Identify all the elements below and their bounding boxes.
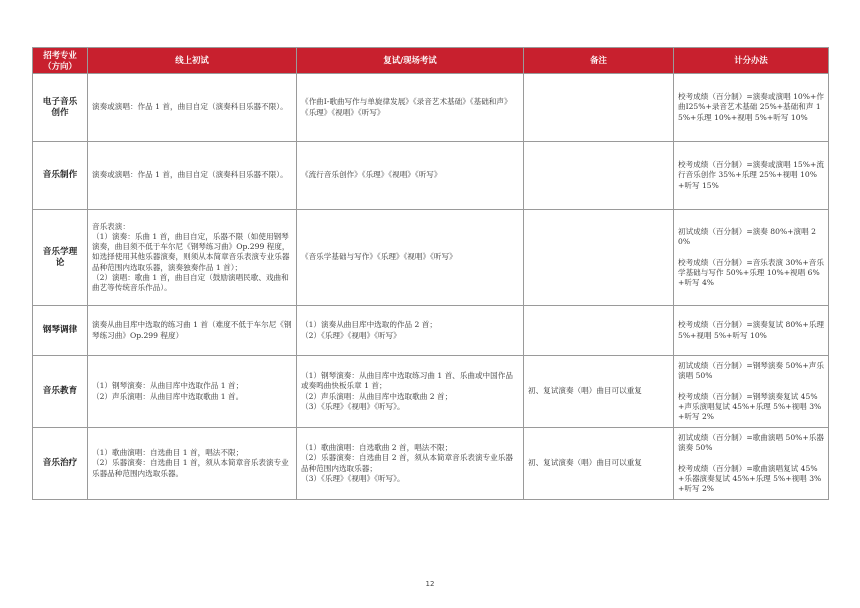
row-major: 音乐教育	[33, 356, 88, 428]
row-onsite-exam: 《作曲Ⅰ-歌曲写作与单旋律发展》《录音艺术基础》《基础和声》《乐理》《视唱》《听写》	[297, 74, 524, 142]
table-header-row	[33, 48, 829, 74]
row-online-exam: （1）钢琴演奏：从曲目库中选取作品 1 首； （2）声乐演唱：从曲目库中选取歌曲 1 首。	[88, 356, 297, 428]
row-note: 初、复试演奏（唱）曲目可以重复	[524, 428, 674, 500]
table-row	[33, 428, 829, 500]
table-row	[33, 356, 829, 428]
row-note: 初、复试演奏（唱）曲目可以重复	[524, 356, 674, 428]
row-onsite-exam: （1）钢琴演奏：从曲目库中选取练习曲 1 首、乐曲或中国作品或奏鸣曲快板乐章 1 首； （2）声乐演唱：从曲目库中选取歌曲 2 首； （3）《乐理》《视唱》《听写》。	[297, 356, 524, 428]
row-scoring: 校考成绩（百分制）=演奏或演唱 15%+流行音乐创作 35%+乐理 25%+视唱 10%+听写 15%	[674, 142, 829, 210]
table-row	[33, 306, 829, 356]
row-scoring: 初试成绩（百分制）=歌曲演唱 50%+乐器演奏 50% 校考成绩（百分制）=歌曲演唱复试 45%+乐器演奏复试 45%+乐理 5%+视唱 3%+听写 2%	[674, 428, 829, 500]
row-note	[524, 142, 674, 210]
header-major: 招考专业 （方向）	[33, 48, 88, 74]
admission-table	[32, 47, 829, 500]
row-scoring: 校考成绩（百分制）=演奏或演唱 10%+作曲Ⅰ25%+录音艺术基础 25%+基础和声 15%+乐理 10%+视唱 5%+听写 10%	[674, 74, 829, 142]
header-scoring: 计分办法	[674, 48, 829, 74]
row-note	[524, 210, 674, 306]
table-row	[33, 142, 829, 210]
row-scoring: 初试成绩（百分制）=钢琴演奏 50%+声乐演唱 50% 校考成绩（百分制）=钢琴演奏复试 45%+声乐演唱复试 45%+乐理 5%+视唱 3%+听写 2%	[674, 356, 829, 428]
row-major: 钢琴调律	[33, 306, 88, 356]
table-row	[33, 210, 829, 306]
header-note: 备注	[524, 48, 674, 74]
row-major: 音乐制作	[33, 142, 88, 210]
row-online-exam: 演奏或演唱：作品 1 首，曲目自定（演奏科目乐器不限）。	[88, 142, 297, 210]
row-onsite-exam: （1）歌曲演唱：自选歌曲 2 首，唱法不限； （2）乐器演奏：自选曲目 2 首，须从本简章音乐表演专业乐器品种范围内选取乐器； （3）《乐理》《视唱》《听写》。	[297, 428, 524, 500]
row-scoring: 初试成绩（百分制）=演奏 80%+演唱 20% 校考成绩（百分制）=音乐表演 30%+音乐学基础与写作 50%+乐理 10%+视唱 6%+听写 4%	[674, 210, 829, 306]
row-online-exam: 演奏从曲目库中选取的练习曲 1 首（难度不低于车尔尼《钢琴练习曲》Op.299 程度）	[88, 306, 297, 356]
row-online-exam: 音乐表演： （1）演奏：乐曲 1 首，曲目自定，乐器不限（如使用钢琴演奏，曲目须不低于车尔尼《钢琴练习曲》Op.299 程度，如选择使用其他乐器演奏，则须从本简章音乐表演专业乐器品种范围内选取乐器，演奏独奏作品 1 首）； （2）演唱：歌曲 1 首，曲目自定（鼓励演唱民歌、戏曲和曲艺等传统音乐作品）。	[88, 210, 297, 306]
table-row	[33, 74, 829, 142]
row-scoring: 校考成绩（百分制）=演奏复试 80%+乐理 5%+视唱 5%+听写 10%	[674, 306, 829, 356]
row-online-exam: 演奏或演唱：作品 1 首，曲目自定（演奏科目乐器不限）。	[88, 74, 297, 142]
header-onsite-exam: 复试/现场考试	[297, 48, 524, 74]
row-major: 音乐治疗	[33, 428, 88, 500]
row-onsite-exam: （1）演奏从曲目库中选取的作品 2 首； （2）《乐理》《视唱》《听写》	[297, 306, 524, 356]
row-note	[524, 306, 674, 356]
row-onsite-exam: 《流行音乐创作》《乐理》《视唱》《听写》	[297, 142, 524, 210]
row-major: 音乐学理 论	[33, 210, 88, 306]
page-number: 12	[425, 580, 435, 588]
row-major: 电子音乐 创作	[33, 74, 88, 142]
row-note	[524, 74, 674, 142]
row-online-exam: （1）歌曲演唱：自选曲目 1 首，唱法不限； （2）乐器演奏：自选曲目 1 首，须从本简章音乐表演专业乐器品种范围内选取乐器。	[88, 428, 297, 500]
row-onsite-exam: 《音乐学基础与写作》《乐理》《视唱》《听写》	[297, 210, 524, 306]
header-online-exam: 线上初试	[88, 48, 297, 74]
